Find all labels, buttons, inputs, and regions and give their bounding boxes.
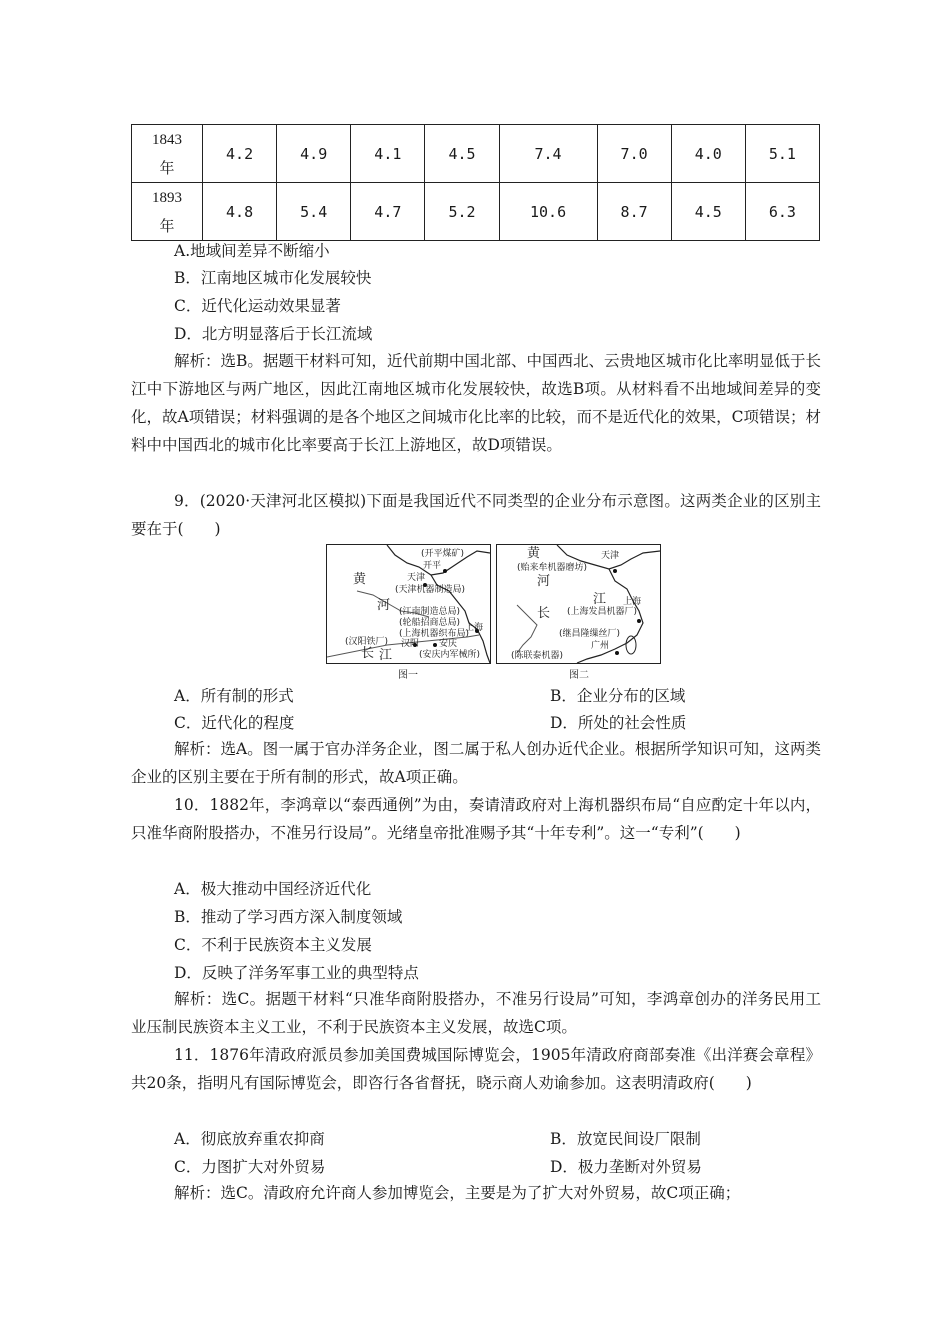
q10-option-c: C．不利于民族资本主义发展 [174, 936, 372, 954]
map-label: 广州 [591, 641, 610, 651]
map-label: 上海 [465, 623, 484, 633]
map-label: (开平煤矿) [421, 549, 465, 559]
q9-option-d: D．所处的社会性质 [550, 714, 687, 732]
q8-option-b: B．江南地区城市化发展较快 [174, 269, 372, 287]
q9-analysis: 解析：选A。图一属于官办洋务企业，图二属于私人创办近代企业。根据所学知识可知，这两类企业的区别主要在于所有制的形式，故A项正确。 [131, 740, 821, 786]
map-label: 天津 [407, 573, 426, 583]
q10-option-b: B．推动了学习西方深入制度领域 [174, 908, 403, 926]
table-row [132, 183, 820, 241]
map-label: (汉阳铁厂) [345, 637, 389, 647]
table-cell: 4.5 [671, 183, 745, 241]
q11-stem: 11．1876年清政府派员参加美国费城国际博览会，1905年清政府商部奏准《出洋赛会章程》共20条，指明凡有国际博览会，即咨行各省督抚，晓示商人劝谕参加。这表明清政府( ) [131, 1046, 821, 1092]
table-cell: 10.6 [499, 183, 597, 241]
map-label: 长 [537, 606, 551, 621]
q8-option-a: A.地域间差异不断缩小 [174, 242, 330, 260]
q8-option-d: D．北方明显落后于长江流域 [174, 325, 373, 343]
enterprise-maps-figure [326, 544, 658, 682]
map-label: (江南制造总局) [399, 607, 461, 617]
map-one [326, 544, 491, 664]
q8-option-c: C．近代化运动效果显著 [174, 297, 341, 315]
table-cell: 5.2 [425, 183, 499, 241]
map-label: (上海发昌机器厂) [567, 607, 638, 617]
q11-analysis: 解析：选C。清政府允许商人参加博览会，主要是为了扩大对外贸易，故C项正确； [174, 1184, 741, 1202]
q9-option-c: C．近代化的程度 [174, 714, 295, 732]
map-label: (天津机器制造局) [395, 585, 466, 595]
map-label: (上海机器织布局) [399, 629, 470, 639]
q11-option-a: A．彻底放弃重农抑商 [174, 1130, 325, 1148]
map-label: (安庆内军械所) [419, 650, 481, 660]
table-row [132, 125, 820, 183]
q9-option-b: B．企业分布的区域 [550, 687, 686, 705]
q11-option-b: B．放宽民间设厂限制 [550, 1130, 701, 1148]
map-label: (陈联泰机器) [511, 651, 564, 661]
q9-option-a: A．所有制的形式 [174, 687, 294, 705]
table-cell: 4.1 [351, 125, 425, 183]
q10-option-d: D．反映了洋务军事工业的典型特点 [174, 964, 419, 982]
map-label: (轮船招商总局) [399, 618, 461, 628]
q10-stem: 10．1882年，李鸿章以“泰西通例”为由，奏请清政府对上海机器织布局“自应酌定十年以内，只准华商附股搭办，不准另行设局”。光绪皇帝批准赐予其“十年专利”。这一“专利”( ) [131, 796, 821, 842]
table-cell: 8.7 [597, 183, 671, 241]
map-two-caption: 图二 [569, 670, 589, 681]
q8-analysis: 解析：选B。据题干材料可知，近代前期中国北部、中国西北、云贵地区城市化比率明显低于长江中下游地区与两广地区，因此江南地区城市化发展较快，故选B项。从材料看不出地域间差异的变化，故A项错误；材料强调的是各个地区之间城市化比率的比较，而不是近代化的效果，C项错误；材料中中国西北的城市化比率要高于长江上游地区，故D项错误。 [131, 352, 821, 454]
map-label: (继昌隆缫丝厂) [559, 629, 621, 639]
map-label: (贻来牟机器磨坊) [517, 563, 588, 573]
map-label: 江 [593, 592, 607, 607]
table-cell: 4.2 [203, 125, 277, 183]
table-cell: 4.7 [351, 183, 425, 241]
q10-option-a: A．极大推动中国经济近代化 [174, 880, 372, 898]
map-label: 天津 [601, 551, 620, 561]
table-cell: 4.0 [671, 125, 745, 183]
map-one-caption: 图一 [398, 670, 418, 681]
table-cell: 4.8 [203, 183, 277, 241]
map-two [496, 544, 661, 664]
table-cell: 7.0 [597, 125, 671, 183]
map-label: 河 [377, 598, 391, 613]
map-label: 河 [537, 574, 551, 589]
table-cell: 7.4 [499, 125, 597, 183]
urbanization-table [131, 124, 820, 241]
map-label: 黄 [353, 572, 367, 587]
map-label: 上海 [623, 597, 642, 607]
map-label: 江 [379, 648, 393, 663]
table-cell: 5.1 [745, 125, 819, 183]
table-cell-year: 1843 年 [132, 125, 203, 183]
q11-option-c: C．力图扩大对外贸易 [174, 1158, 326, 1176]
q10-analysis: 解析：选C。据题干材料“只准华商附股搭办，不准另行设局”可知，李鸿章创办的洋务民用工业压制民族资本主义工业，不利于民族资本主义发展，故选C项。 [131, 990, 821, 1036]
q9-stem: 9．(2020·天津河北区模拟)下面是我国近代不同类型的企业分布示意图。这两类企业的区别主要在于( ) [131, 492, 821, 538]
table-cell: 5.4 [277, 183, 351, 241]
q11-option-d: D．极力垄断对外贸易 [550, 1158, 702, 1176]
map-label: 汉阳 [401, 639, 420, 649]
table-cell: 6.3 [745, 183, 819, 241]
map-label: 黄 [527, 546, 541, 561]
map-label: 开平 [423, 561, 442, 571]
table-cell: 4.5 [425, 125, 499, 183]
map-label: 安庆 [439, 639, 458, 649]
table-cell: 4.9 [277, 125, 351, 183]
map-label: 长 [361, 646, 375, 661]
table-cell-year: 1893 年 [132, 183, 203, 241]
